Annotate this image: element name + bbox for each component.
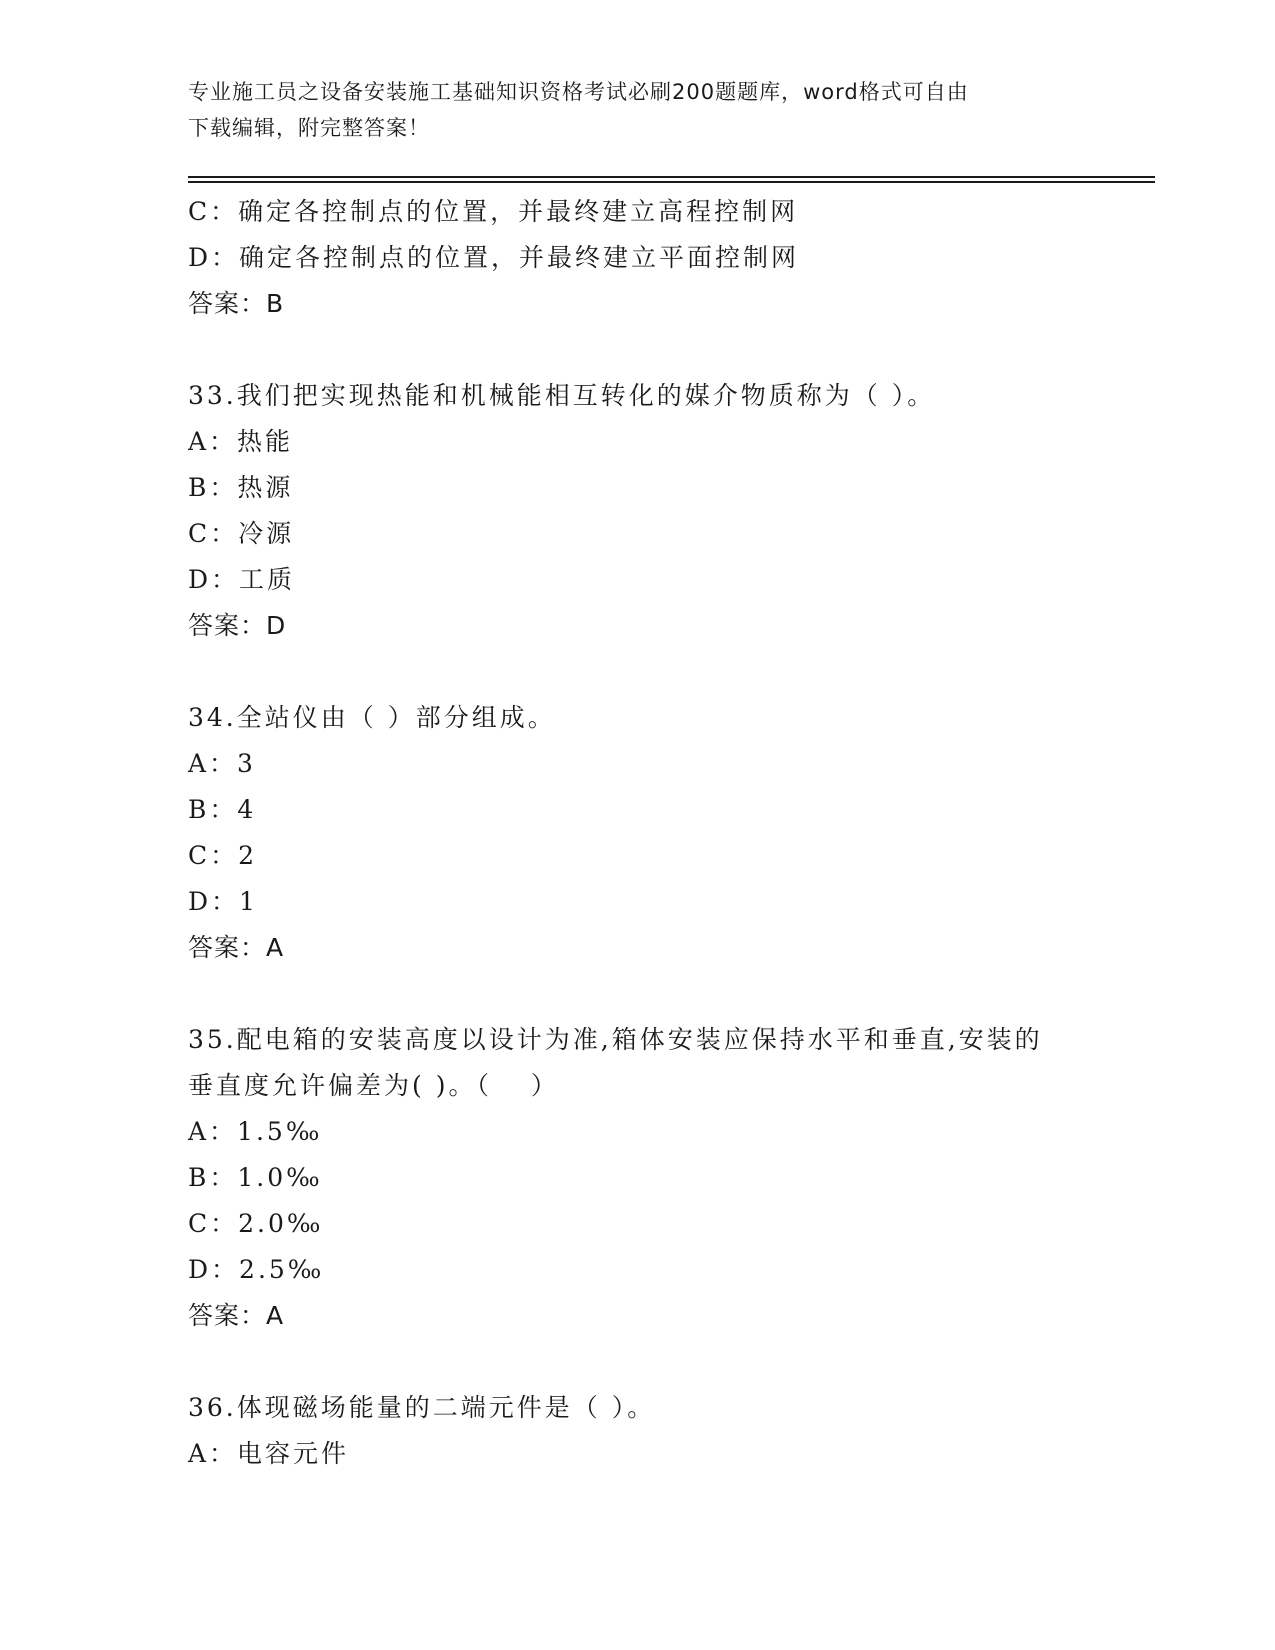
answer-label: 答案：B <box>188 289 285 318</box>
question-32-continued <box>188 189 1088 327</box>
question-36 <box>188 1385 1088 1477</box>
header-divider-top <box>188 176 1155 178</box>
header-line-2: 下载编辑，附完整答案！ <box>188 116 430 140</box>
question-stem-line-1: 35.配电箱的安装高度以设计为准,箱体安装应保持水平和垂直,安装的 <box>188 1025 1043 1054</box>
option-a: A：3 <box>188 749 256 778</box>
question-34 <box>188 695 1088 971</box>
option-d: D：2.5‰ <box>188 1255 325 1284</box>
answer-label: 答案：D <box>188 611 287 640</box>
option-a: A：1.5‰ <box>188 1117 323 1146</box>
option-d: D：确定各控制点的位置，并最终建立平面控制网 <box>188 243 800 272</box>
header-divider-bottom <box>188 181 1155 183</box>
question-35 <box>188 1017 1088 1339</box>
document-header <box>188 74 1088 146</box>
option-d: D：工质 <box>188 565 296 594</box>
option-c: C：2.0‰ <box>188 1209 324 1238</box>
question-33 <box>188 373 1088 649</box>
option-c: C：冷源 <box>188 519 295 548</box>
answer-label: 答案：A <box>188 1301 285 1330</box>
option-a: A：电容元件 <box>188 1439 350 1468</box>
question-stem: 34.全站仪由（ ）部分组成。 <box>188 703 556 732</box>
option-b: B：热源 <box>188 473 294 502</box>
header-line-1: 专业施工员之设备安装施工基础知识资格考试必刷200题题库，word格式可自由 <box>188 80 969 104</box>
option-d: D：1 <box>188 887 258 916</box>
question-stem-line-2: 垂直度允许偏差为( )。（ ） <box>188 1071 559 1100</box>
option-b: B：1.0‰ <box>188 1163 323 1192</box>
question-stem: 36.体现磁场能量的二端元件是（ ）。 <box>188 1393 656 1422</box>
question-list <box>188 189 1088 1477</box>
option-c: C：确定各控制点的位置，并最终建立高程控制网 <box>188 197 799 226</box>
answer-label: 答案：A <box>188 933 285 962</box>
question-stem: 33.我们把实现热能和机械能相互转化的媒介物质称为（ ）。 <box>188 381 936 410</box>
option-c: C：2 <box>188 841 258 870</box>
option-b: B：4 <box>188 795 257 824</box>
option-a: A：热能 <box>188 427 294 456</box>
